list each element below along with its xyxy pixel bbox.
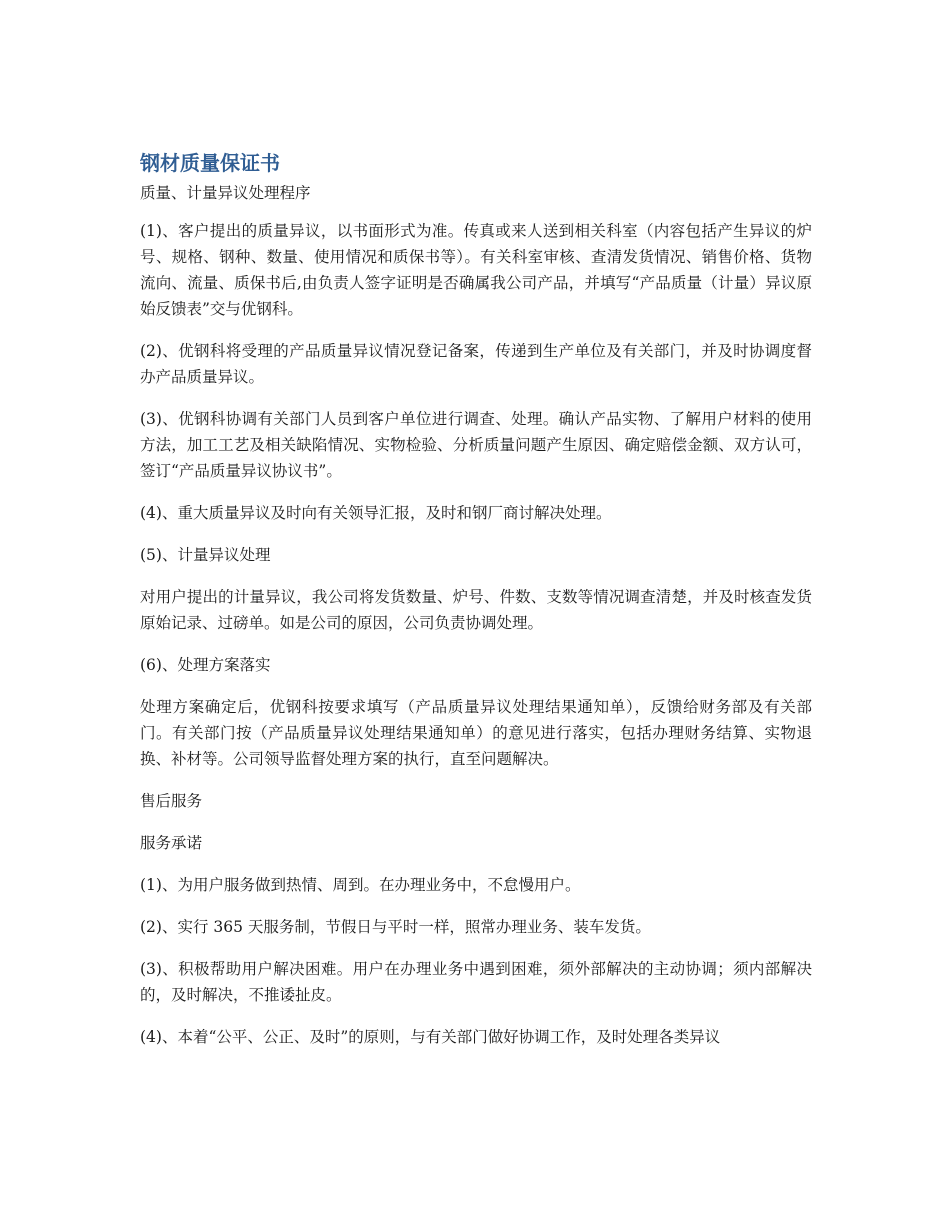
section-heading-service-commitment: 服务承诺 [140, 834, 203, 852]
document-page [140, 148, 812, 1066]
paragraph-implementation-heading: (6)、处理方案落实 [140, 656, 271, 674]
document-subtitle: 质量、计量异议处理程序 [140, 184, 311, 202]
paragraph-commitment-2: (2)、实行 365 天服务制，节假日与平时一样，照常办理业务、装车发货。 [140, 918, 651, 936]
paragraph-commitment-1: (1)、为用户服务做到热情、周到。在办理业务中，不怠慢用户。 [140, 876, 581, 894]
section-heading-after-sales: 售后服务 [140, 792, 203, 810]
paragraph-commitment-3: (3)、积极帮助用户解决困难。用户在办理业务中遇到困难，须外部解决的主动协调；须内部解决的，及时解决，不推诿扯皮。 [140, 960, 812, 1004]
paragraph-commitment-4: (4)、本着“公平、公正、及时”的原则，与有关部门做好协调工作，及时处理各类异议 [140, 1028, 721, 1046]
paragraph-measurement-heading: (5)、计量异议处理 [140, 546, 271, 564]
paragraph-major-claims: (4)、重大质量异议及时向有关领导汇报，及时和钢厂商讨解决处理。 [140, 504, 612, 522]
paragraph-measurement-body: 对用户提出的计量异议，我公司将发货数量、炉号、件数、支数等情况调查清楚，并及时核查发货原始记录、过磅单。如是公司的原因，公司负责协调处理。 [140, 588, 812, 632]
document-title: 钢材质量保证书 [140, 151, 280, 175]
paragraph-claim-submission: (1)、客户提出的质量异议，以书面形式为准。传真或来人送到相关科室（内容包括产生异议的炉号、规格、钢种、数量、使用情况和质保书等）。有关科室审核、查清发货情况、销售价格、货物流向、流量、质保书后,由负责人签字证明是否确属我公司产品，并填写“产品质量（计量）异议原始反馈表”交与优钢科。 [140, 222, 812, 318]
paragraph-implementation-body: 处理方案确定后，优钢科按要求填写（产品质量异议处理结果通知单），反馈给财务部及有关部门。有关部门按（产品质量异议处理结果通知单）的意见进行落实，包括办理财务结算、实物退换、补材等。公司领导监督处理方案的执行，直至问题解决。 [140, 698, 812, 768]
paragraph-investigation: (3)、优钢科协调有关部门人员到客户单位进行调查、处理。确认产品实物、了解用户材料的使用方法，加工工艺及相关缺陷情况、实物检验、分析质量问题产生原因、确定赔偿金额、双方认可，签订“产品质量异议协议书”。 [140, 410, 812, 480]
paragraph-registration: (2)、优钢科将受理的产品质量异议情况登记备案，传递到生产单位及有关部门，并及时协调度督办产品质量异议。 [140, 342, 812, 386]
